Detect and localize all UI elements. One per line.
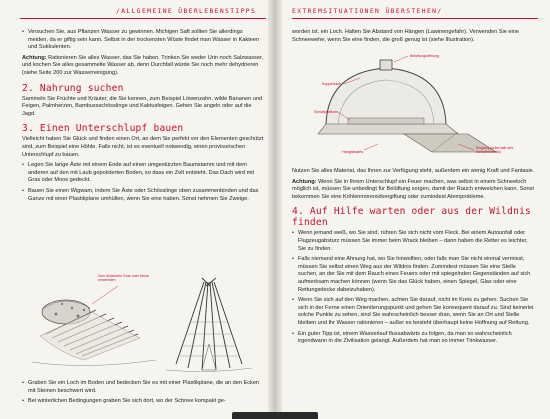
right-running-header: EXTREMSITUATIONEN ÜBERSTEHEN/: [292, 8, 443, 15]
grass-moss-label: Zum Abdecken Gras oder Moos verwenden: [98, 274, 149, 283]
use-material-text: Nutzen Sie alles Material, das Ihnen zur Verfügung steht, außerdem ein wenig Kraft und Fantasie.: [292, 168, 535, 174]
right-header-rule: [292, 18, 538, 19]
vent-label: Belüftungsöffnung: [410, 54, 439, 58]
bullet-plant-water: • Versuchen Sie, aus Pflanzen Wasser zu gewinnen. Michigen Saft sollten Sie allerdings meiden, da er giftig sein kann. Selbst in der trockensten Wüste findet man Wasser in Kakteen und Sukkulenten.: [22, 29, 264, 52]
left-running-header: /ALLGEMEINE ÜBERLEBENSTIPPS: [116, 8, 257, 15]
achtung-fire: Achtung: Wenn Sie in Ihrem Unterschlupf ein Feuer machen, was selbst in einem Schneeloch möglich ist, müssen Sie unbedingt für Belüftung sorgen, damit der Rauch entweichen kann. Sonst bekommen Sie eine Kohlenmonoxidvergiftung oder zumindest Atemprobleme.: [292, 178, 534, 200]
heading-nahrung: 2. Nahrung suchen: [22, 82, 124, 94]
entrance-label: Eingang (unterhalb des Schlafbereichs): [476, 146, 514, 155]
viewer-toolbar[interactable]: [232, 412, 318, 419]
heading-hilfe: 4. Auf Hilfe warten oder aus der Wildnis finden: [292, 206, 532, 229]
bullet-wigwam: • Bauen Sie einen Wigwam, indem Sie Äste oder Schösslinge oben zusammenbinden und das Ganze mit einer Plastikplane umhüllen, wenn Sie eine haben. Sonst nehmen Sie Zweige.: [22, 188, 264, 203]
left-column-bottom: [22, 380, 264, 409]
nahrung-text: Sammeln Sie Früchte und Kräuter, die Sie kennen, zum Beispiel Löwenzahn, wilde Bananen und Feigen, Palmherzen, Bambussschösslinge und Kaktusfeigen. Gehen Sie angeln oder auf die Jagd.: [22, 95, 263, 117]
bullet-follow-water: • Ein guter Tipp ist, einem Wasserlauf flussabwärts zu folgen, da man so wahrscheinlich irgendwann in die Zivilisation gelangt. Außerdem hat man so immer Trinkwasser.: [292, 331, 536, 346]
bench-label: Schlafplattform: [314, 110, 338, 114]
right-column-main: [292, 168, 536, 349]
left-page: [0, 0, 272, 419]
bullet-stay-put: • Wenn jemand weiß, wo Sie sind, rühren Sie sich nicht vom Fleck. Bei einem Autounfall oder Flugzeugabsturz müssen Sie immer beim Wrack bleiben – dann haben die Retter es leichter, Sie zu finden.: [292, 230, 536, 253]
left-column-top: [22, 29, 264, 206]
right-column-top: [292, 29, 536, 47]
unterschlupf-intro: Vielleicht haben Sie Glück und finden einen Ort, an dem Sie perfekt vor den Elementen geschützt sind, zum Beispiel eine Höhle. Falls nicht, ist es eventuell notwendig, einen provisorischen Unterschlupf zu bauen.: [22, 136, 264, 158]
heading-unterschlupf: 3. Einen Unterschlupf bauen: [22, 123, 184, 135]
bullet-no-circles: • Wenn Sie sich auf den Weg machen, achten Sie darauf, nicht im Kreis zu gehen. Suchen Sie sich in der Ferne einen Orientierungspunkt und gehen Sie konsequent darauf zu. Sind keinerlei solche Punkte zu sehen, sind Sie wahrscheinlich besser dran, wenn Sie an Ort und Stelle bleiben und Ihr Wasser rationieren – außer es besteht überhaupt keine Hoffnung auf Rettung.: [292, 297, 536, 327]
bullet-lean-to: • Legen Sie lange Äste mit einem Ende auf einen umgestürzten Baumstamm und mit dem anderen auf den mit Laub gepolsterten Boden, so dass ein Zelt entsteht. Das Dach wird mit Gras oder Moos gedeckt.: [22, 162, 264, 185]
bullet-snow-hole: • Bei winterlichen Bedingungen graben Sie sich dort, wo der Schnee kompakt ge-: [22, 398, 264, 406]
left-header-rule: [20, 18, 266, 19]
right-page: [278, 0, 550, 419]
trench-label: Hangabwärts: [342, 150, 364, 154]
snow-hole-continued: worden ist, ein Loch. Halten Sie Abstand von Hängen (Lawinengefahr). Verwenden Sie eine Schneewehe, wenn Sie eine finden, die groß genug ist (siehe Illustration).: [292, 29, 520, 43]
dome-label: Kuppeldach: [322, 82, 341, 86]
achtung-water: Achtung: Rationieren Sie alles Wasser, das Sie haben. Trinken Sie weder Urin noch Salzwasser, und kochen Sie alles gesammelte Wasser ab, denn Durchfall würde Sie noch mehr dehydrieren (siehe Seite 200 zur Wasserreinigung).: [22, 54, 264, 76]
bullet-dig-hole: • Graben Sie ein Loch im Boden und bedecken Sie es mit einer Plastikplane, die an den Ecken mit Steinen beschwert wird.: [22, 380, 264, 395]
bullet-find-way: • Falls niemand eine Ahnung hat, wo Sie hinwollten, oder falls man Sie nicht einmal vermisst, müssen Sie selbst einen Weg aus der Wildnis finden. Zumindest müssen Sie eine Stelle suchen, an der Sie mit dem Rauch eines Feuers oder mit spiegelnden Gegenständen auf sich aufmerksam machen können (wenn Sie das Glück haben, einen Spiegel, Glas oder eine Rettungsdecke dabeizuhaben).: [292, 256, 536, 294]
